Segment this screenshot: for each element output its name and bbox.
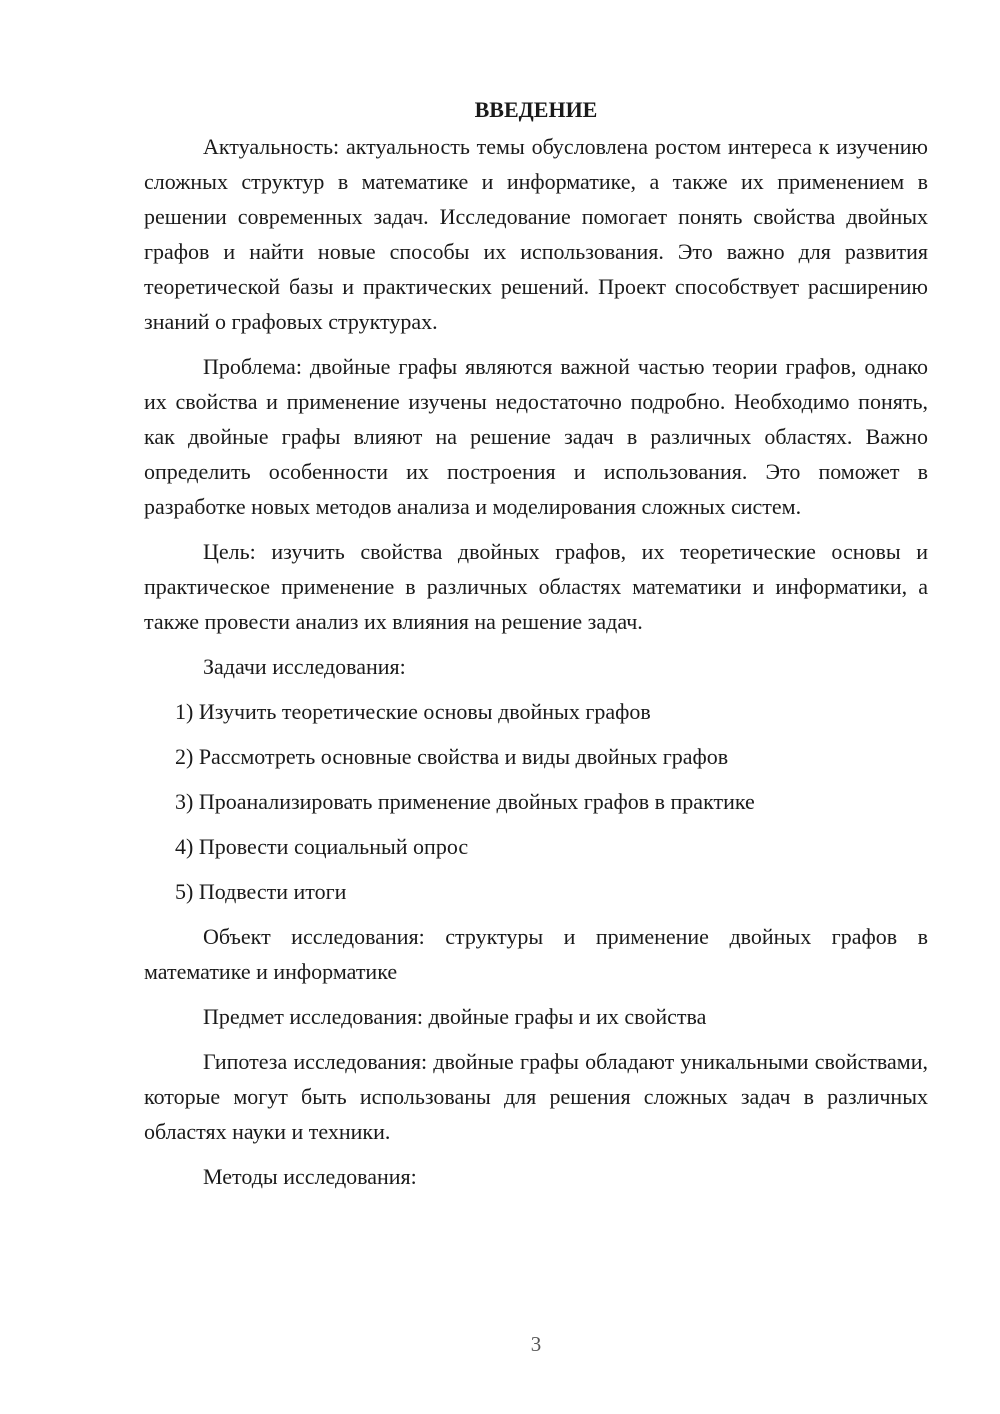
page-title: ВВЕДЕНИЕ bbox=[474, 97, 598, 122]
subject-paragraph: Предмет исследования: двойные графы и их свойства bbox=[203, 1004, 707, 1029]
object-paragraph: Объект исследования: структуры и применение двойных графов в математике и информатике bbox=[144, 924, 928, 984]
problem-paragraph: Проблема: двойные графы являются важной частью теории графов, однако их свойства и применение изучены недостаточно подробно. Необходимо понять, как двойные графы влияют на решение задач в различных областях. Важно определить особенности их построения и использования. Это поможет в разработке новых методов анализа и моделирования сложных систем. bbox=[144, 354, 928, 519]
methods-heading: Методы исследования: bbox=[203, 1164, 417, 1189]
task-item-2: 2) Рассмотреть основные свойства и виды двойных графов bbox=[175, 744, 729, 769]
page-number: 3 bbox=[530, 1332, 542, 1356]
task-item-3: 3) Проанализировать применение двойных графов в практике bbox=[175, 789, 755, 814]
page-content bbox=[144, 92, 928, 1204]
hypothesis-paragraph: Гипотеза исследования: двойные графы обладают уникальными свойствами, которые могут быть использованы для решения сложных задач в различных областях науки и техники. bbox=[144, 1049, 928, 1144]
tasks-heading: Задачи исследования: bbox=[203, 654, 406, 679]
relevance-paragraph: Актуальность: актуальность темы обусловлена ростом интереса к изучению сложных структур в математике и информатике, а также их применением в решении современных задач. Исследование помогает понять свойства двойных графов и найти новые способы их использования. Это важно для развития теоретической базы и практических решений. Проект способствует расширению знаний о графовых структурах. bbox=[144, 134, 928, 334]
goal-paragraph: Цель: изучить свойства двойных графов, их теоретические основы и практическое применение в различных областях математики и информатики, а также провести анализ их влияния на решение задач. bbox=[144, 539, 928, 634]
task-item-4: 4) Провести социальный опрос bbox=[175, 834, 469, 859]
task-item-1: 1) Изучить теоретические основы двойных графов bbox=[175, 699, 651, 724]
task-item-5: 5) Подвести итоги bbox=[175, 879, 347, 904]
